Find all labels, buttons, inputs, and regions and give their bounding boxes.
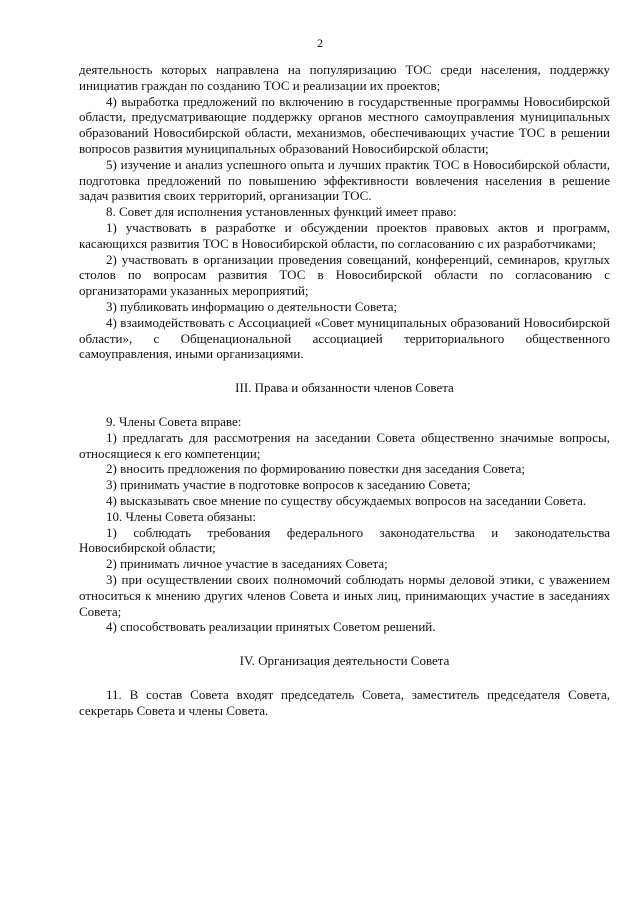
paragraph: 3) публиковать информацию о деятельности Совета;: [106, 298, 398, 314]
paragraph: 4) выработка предложений по включению в государственные программы Новосибирской области, предусматривающие поддержку органов местного самоуправления муниципальных образований Новосибирской области, механизмов, обеспечивающих участие ТОС в решении вопросов развития муниципальных образований Новосибирской области;: [79, 93, 610, 156]
paragraph: 2) участвовать в организации проведения совещаний, конференций, семинаров, круглых столов по вопросам развития ТОС в Новосибирской области по согласованию с организаторами указанных мероприятий;: [79, 251, 610, 299]
paragraph: 4) способствовать реализации принятых Советом решений.: [106, 619, 436, 635]
page-number: 2: [317, 36, 323, 50]
paragraph: 1) предлагать для рассмотрения на заседании Совета общественно значимые вопросы, относящиеся к его компетенции;: [79, 429, 610, 461]
section-heading: IV. Организация деятельности Совета: [239, 653, 450, 669]
section-heading: III. Права и обязанности членов Совета: [235, 380, 454, 396]
paragraph: деятельность которых направлена на популяризацию ТОС среди населения, поддержку инициатив граждан по созданию ТОС и реализации их проектов;: [79, 62, 610, 93]
paragraph: 11. В состав Совета входят председатель Совета, заместитель председателя Совета, секретарь Совета и члены Совета.: [79, 686, 610, 718]
paragraph: 4) высказывать свое мнение по существу обсуждаемых вопросов на заседании Совета.: [106, 492, 587, 508]
paragraph: 1) участвовать в разработке и обсуждении проектов правовых актов и программ, касающихся развития ТОС в Новосибирской области, по согласованию с их разработчиками;: [79, 219, 610, 251]
paragraph: 9. Члены Совета вправе:: [106, 413, 242, 429]
paragraph: 2) принимать личное участие в заседаниях Совета;: [106, 556, 388, 572]
paragraph: 3) при осуществлении своих полномочий соблюдать нормы деловой этики, с уважением относиться к мнению других членов Совета и иных лиц, принимающих участие в заседаниях Совета;: [79, 571, 610, 619]
paragraph: 1) соблюдать требования федерального законодательства и законодательства Новосибирской области;: [79, 524, 610, 556]
paragraph: 8. Совет для исполнения установленных функций имеет право:: [106, 204, 457, 220]
paragraph: 4) взаимодействовать с Ассоциацией «Совет муниципальных образований Новосибирской области», с Общенациональной ассоциацией территориального общественного самоуправления, иными организациями.: [79, 314, 610, 362]
paragraph: 5) изучение и анализ успешного опыта и лучших практик ТОС в Новосибирской области, подготовка предложений по повышению эффективности вовлечения населения в решение задач развития своих территорий, организации ТОС.: [79, 156, 610, 204]
paragraph: 2) вносить предложения по формированию повестки дня заседания Совета;: [106, 461, 525, 477]
paragraph: 10. Члены Совета обязаны:: [106, 508, 256, 524]
document-body: [79, 62, 610, 718]
paragraph: 3) принимать участие в подготовке вопросов к заседанию Совета;: [106, 477, 471, 493]
